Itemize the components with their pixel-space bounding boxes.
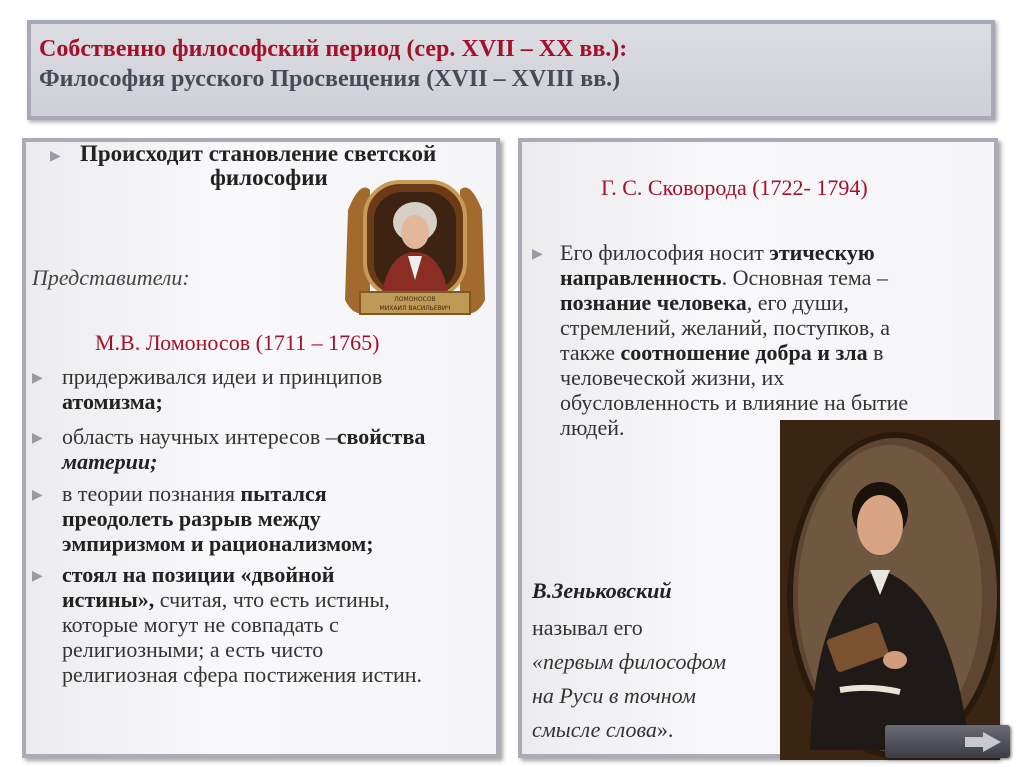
bullet-arrow-icon: ▶ <box>50 149 61 164</box>
title-box <box>27 20 995 120</box>
bullet-2-text: область научных интересов –свойства материи; <box>62 424 426 474</box>
next-slide-button[interactable] <box>885 725 1010 758</box>
bullet-arrow-icon: ▶ <box>532 247 543 262</box>
lomonosov-heading: М.В. Ломоносов (1711 – 1765) <box>95 330 380 355</box>
portrait-caption-1: ЛОМОНОСОВ <box>394 296 436 303</box>
arrow-right-icon-shaft <box>965 737 985 747</box>
bullet-1-text: придерживался идеи и принципов атомизма; <box>62 364 383 414</box>
quote-text: называл его «первым философом на Руси в точном смысле слова». <box>532 615 726 742</box>
skovoroda-portrait <box>780 420 1000 760</box>
lomonosov-portrait <box>340 170 490 325</box>
bullet-arrow-icon: ▶ <box>32 569 43 584</box>
skovoroda-paragraph: Его философия носит этическую направленность. Основная тема – познание человека, его души, стремлений, желаний, поступков, а также соотношение добра и зла в человеческой жизни, их обусловленность и влияние на бытие людей. <box>560 240 909 440</box>
representatives-label: Представители: <box>32 265 190 290</box>
bullet-4-text: стоял на позиции «двойной истины», считая, что есть истины, которые могут не совпадать с религиозными; а есть чисто религиозная сфера постижения истин. <box>62 562 422 687</box>
bullet-arrow-icon: ▶ <box>32 371 43 386</box>
title-line-2: Философия русского Просвещения (XVII – XVIII вв.) <box>39 66 621 92</box>
bullet-arrow-icon: ▶ <box>32 488 43 503</box>
intro-line-2: философии <box>210 165 328 190</box>
portrait-caption-2: МИХАИЛ ВАСИЛЬЕВИЧ <box>379 305 451 312</box>
quote-author: В.Зеньковский <box>532 578 672 603</box>
title-line-1: Собственно философский период (сер. XVII – XX вв.): <box>39 36 628 62</box>
intro-line-1: Происходит становление светской <box>80 141 437 166</box>
skovoroda-heading: Г. С. Сковорода (1722- 1794) <box>601 175 868 200</box>
arrow-right-icon <box>983 732 1001 752</box>
bullet-3-text: в теории познания пытался преодолеть разрыв между эмпиризмом и рационализмом; <box>62 481 374 556</box>
bullet-arrow-icon: ▶ <box>32 431 43 446</box>
